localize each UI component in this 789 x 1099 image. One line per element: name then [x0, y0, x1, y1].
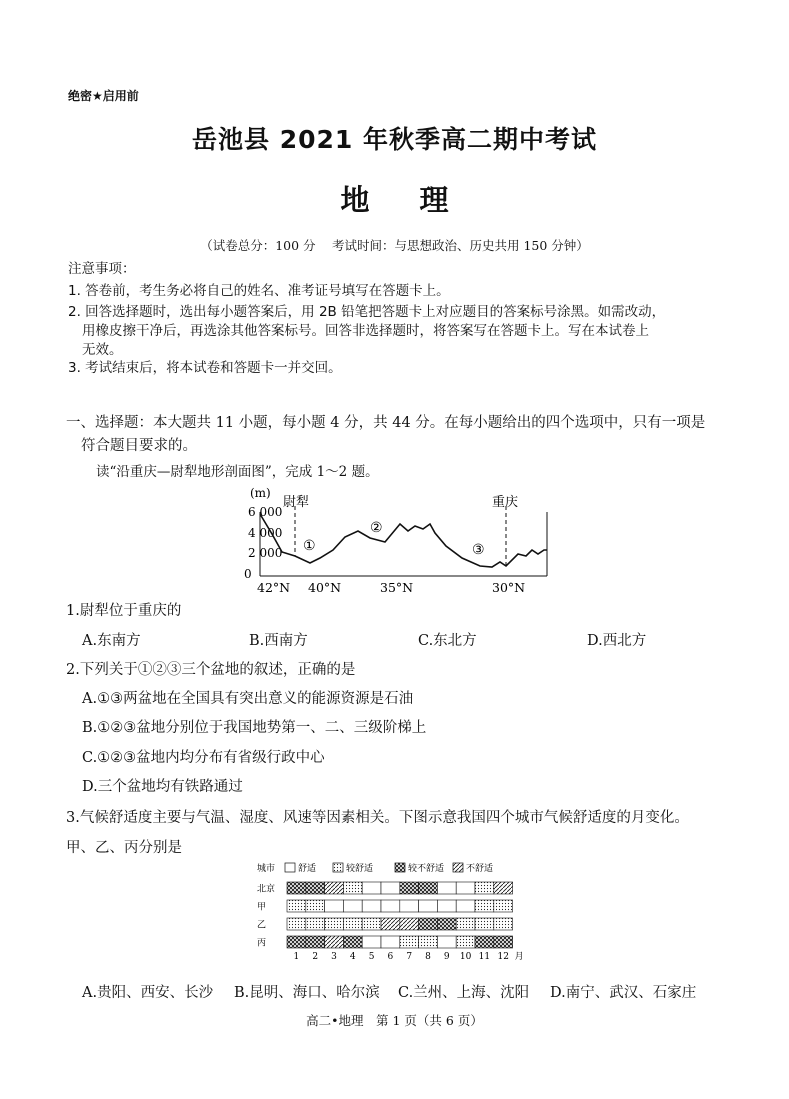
comfort-cell: [456, 882, 475, 894]
comfort-cell: [456, 918, 475, 930]
comfort-cell: [456, 936, 475, 948]
legend-label: 舒适: [298, 864, 317, 874]
comfort-cell: [419, 936, 438, 948]
comfort-cell: [475, 936, 494, 948]
option-c: C.兰州、上海、沈阳: [398, 985, 530, 1001]
x-tick-label: 30°N: [492, 580, 526, 595]
comfort-cell: [362, 882, 381, 894]
month-label: 7: [406, 952, 413, 962]
comfort-cell: [437, 936, 456, 948]
comfort-cell: [306, 936, 325, 948]
legend-label: 较不舒适: [408, 864, 445, 874]
comfort-cell: [287, 882, 306, 894]
month-label: 5: [368, 952, 375, 962]
read-instruction: 读“沿重庆—尉犁地形剖面图”，完成 1～2 题。: [96, 464, 379, 480]
comfort-cell: [437, 900, 456, 912]
comfort-cell: [287, 936, 306, 948]
exam-info: （试卷总分：100 分 考试时间：与思想政治、历史共用 150 分钟）: [200, 238, 589, 253]
comfort-cell: [343, 900, 362, 912]
month-label: 11: [478, 952, 491, 962]
comfort-cell: [381, 900, 400, 912]
note-item: 用橡皮擦干净后，再选涂其他答案标号。回答非选择题时，将答案写在答题卡上。写在本试卷上: [82, 323, 649, 339]
basin-label: ①: [303, 538, 316, 554]
comfort-cell: [419, 918, 438, 930]
y-unit: (m): [250, 486, 271, 500]
comfort-cell: [400, 918, 419, 930]
exam-title: 岳池县 2021 年秋季高二期中考试: [192, 125, 597, 154]
comfort-cell: [456, 900, 475, 912]
note-item: 1. 答卷前，考生务必将自己的姓名、准考证号填写在答题卡上。: [68, 283, 450, 299]
city-label-left: 尉犁: [283, 495, 310, 510]
comfort-cell: [400, 882, 419, 894]
comfort-cell: [381, 882, 400, 894]
month-label: 8: [425, 952, 431, 962]
x-tick-label: 40°N: [308, 580, 342, 595]
comfort-cell: [494, 918, 513, 930]
page-footer: 高二•地理 第 1 页（共 6 页）: [306, 1013, 483, 1028]
comfort-cell: [475, 918, 494, 930]
month-label: 6: [387, 952, 394, 962]
comfort-cell: [325, 900, 344, 912]
comfort-cell: [475, 900, 494, 912]
section-heading-cont: 符合题目要求的。: [81, 438, 197, 454]
x-tick-label: 42°N: [257, 580, 291, 595]
comfort-cell: [306, 918, 325, 930]
city-label: 丙: [257, 938, 267, 949]
note-item: 2. 回答选择题时，选出每小题答案后，用 2B 铅笔把答题卡上对应题目的答案标号涂黑。如需改动，: [68, 304, 666, 320]
confidential-mark: 绝密★启用前: [68, 89, 139, 103]
month-label: 12: [497, 952, 509, 962]
legend-swatch: [395, 863, 405, 872]
x-tick-label: 35°N: [380, 580, 414, 595]
y-tick-label: 0: [244, 567, 252, 581]
month-label: 9: [443, 952, 450, 962]
comfort-cell: [287, 900, 306, 912]
comfort-cell: [362, 936, 381, 948]
comfort-cell: [306, 900, 325, 912]
comfort-cell: [400, 936, 419, 948]
comfort-cell: [475, 882, 494, 894]
legend-swatch: [285, 863, 295, 872]
city-label: 甲: [257, 902, 267, 913]
month-label: 1: [293, 952, 300, 962]
terrain-profile-figure: [240, 484, 560, 596]
comfort-cell: [400, 900, 419, 912]
option-c: C.东北方: [418, 633, 477, 649]
chart-legend: [257, 862, 493, 874]
comfort-cell: [419, 900, 438, 912]
comfort-cell: [325, 918, 344, 930]
y-tick-label: 4 000: [248, 526, 283, 540]
comfort-cell: [381, 936, 400, 948]
legend-label: 不舒适: [466, 864, 494, 874]
comfort-cell: [287, 918, 306, 930]
option-d: D.西北方: [587, 633, 647, 649]
y-tick-label: 6 000: [248, 505, 283, 519]
option-b: B.昆明、海口、哈尔滨: [234, 985, 380, 1001]
month-label: 4: [349, 952, 356, 962]
month-label: 3: [331, 952, 337, 962]
option-b: B.西南方: [249, 633, 308, 649]
comfort-cell: [437, 882, 456, 894]
legend-label: 较舒适: [346, 864, 374, 874]
question-stem: 2.下列关于①②③三个盆地的叙述，正确的是: [66, 662, 356, 678]
city-label: 北京: [257, 884, 276, 895]
option-d: D.南宁、武汉、石家庄: [550, 985, 697, 1001]
city-label-right: 重庆: [492, 495, 519, 510]
comfort-cell: [362, 900, 381, 912]
legend-swatch: [333, 863, 343, 872]
option-a: A.东南方: [82, 633, 141, 649]
comfort-chart: [255, 860, 530, 978]
question-stem-cont: 甲、乙、丙分别是: [66, 840, 182, 856]
subject-title: 地 理: [340, 183, 449, 217]
comfort-cell: [437, 918, 456, 930]
month-unit: 月: [514, 952, 524, 962]
comfort-cell: [306, 882, 325, 894]
month-label: 2: [312, 952, 319, 962]
legend-swatch: [453, 863, 463, 872]
comfort-cell: [343, 936, 362, 948]
city-label: 乙: [257, 920, 267, 931]
comfort-cell: [494, 900, 513, 912]
comfort-cell: [494, 882, 513, 894]
comfort-cell: [325, 936, 344, 948]
note-item: 3. 考试结束后，将本试卷和答题卡一并交回。: [68, 360, 342, 376]
option-a: A.贵阳、西安、长沙: [82, 985, 214, 1001]
notes-heading: 注意事项：: [68, 261, 136, 277]
option-b: B.①②③盆地分别位于我国地势第一、二、三级阶梯上: [82, 720, 427, 736]
legend-title: 城市: [257, 864, 276, 874]
comfort-cell: [381, 918, 400, 930]
comfort-cell: [419, 882, 438, 894]
comfort-cell: [494, 936, 513, 948]
note-item: 无效。: [82, 342, 123, 358]
comfort-cell: [343, 882, 362, 894]
option-d: D.三个盆地均有铁路通过: [82, 779, 243, 795]
section-heading: 一、选择题：本大题共 11 小题，每小题 4 分，共 44 分。在每小题给出的四个选项中，只有一项是: [66, 415, 706, 431]
comfort-cell: [343, 918, 362, 930]
basin-label: ②: [370, 520, 383, 536]
question-stem: 1.尉犁位于重庆的: [66, 603, 182, 619]
y-tick-label: 2 000: [248, 546, 283, 560]
comfort-cell: [362, 918, 381, 930]
comfort-cell: [325, 882, 344, 894]
option-c: C.①②③盆地内均分布有省级行政中心: [82, 750, 325, 766]
month-label: 10: [459, 952, 472, 962]
question-stem: 3.气候舒适度主要与气温、湿度、风速等因素相关。下图示意我国四个城市气候舒适度的月变化。: [66, 810, 689, 826]
option-a: A.①③两盆地在全国具有突出意义的能源资源是石油: [82, 691, 414, 707]
basin-label: ③: [472, 542, 485, 558]
